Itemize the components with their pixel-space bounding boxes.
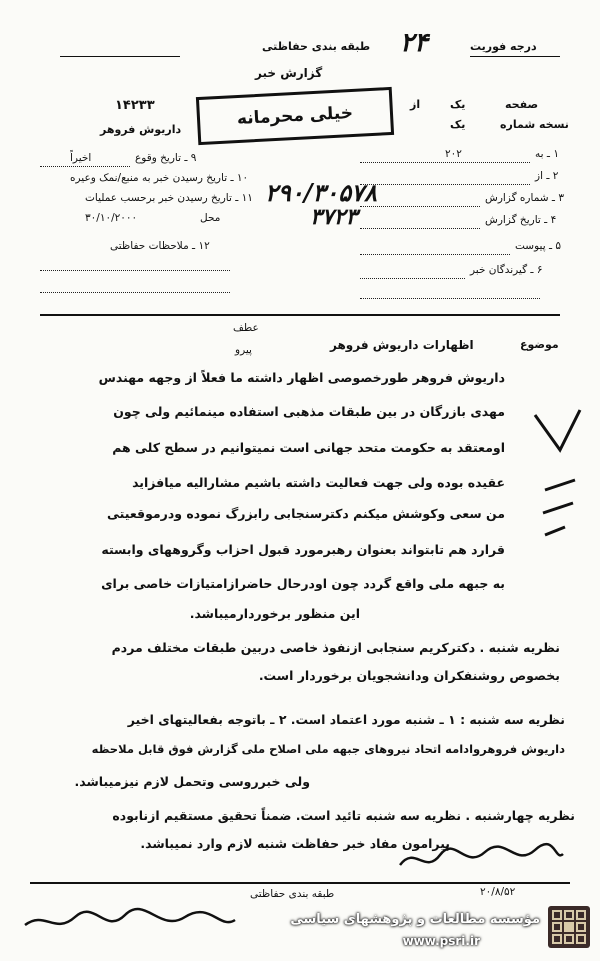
- field-left-place-value: ۳۰/۱۰/۲۰۰۰: [85, 212, 138, 224]
- body-line: قرارد هم تابتواند بعنوان رهبرمورد قبول احزاب وگروههای وابسته: [101, 542, 505, 557]
- confidential-stamp: [196, 87, 394, 145]
- field-right-4-label: ۴ ـ تاریخ گزارش: [485, 214, 557, 226]
- atf-label: عطف: [233, 322, 259, 334]
- margin-annotation-icon: [525, 395, 590, 545]
- footer-divider: [30, 882, 570, 884]
- watermark-org: مؤسسه مطالعات و پژوهشهای سیاسی: [290, 912, 540, 927]
- dots-right-7: [360, 298, 540, 299]
- body-line: من سعی وکوشش میکنم دکترسنجابی رابزرگ نموده ودرموقعیتی: [107, 506, 505, 521]
- body-line: داریوش فروهر طورخصوصی اظهار داشته ما فعلاً از وجهه مهندس: [98, 370, 505, 385]
- body-line: به جبهه ملی واقع گردد چون اودرحال حاضرازامتیازات خاصی برای: [101, 576, 505, 591]
- handwritten-number-2: ۳۷۲۳: [310, 204, 358, 230]
- classification-label: طبقه بندی حفاظتی: [262, 40, 371, 53]
- subject-label: موضوع: [520, 338, 559, 351]
- handwritten-mark-top: ۲۴: [400, 28, 428, 58]
- subject-value: اظهارات داریوش فروهر: [330, 338, 474, 352]
- opinion-line: پیرامون مفاد خبر حفاظت شنبه لازم وارد نمیباشد.: [140, 836, 450, 851]
- signature-icon: [395, 840, 565, 880]
- header-rule-right: [470, 56, 560, 57]
- dots-left-9: [40, 166, 130, 167]
- field-left-9-value: اخیراً: [70, 152, 92, 164]
- stamp-text: خیلی محرمانه: [236, 102, 354, 130]
- peyro-label: پیرو: [235, 344, 252, 356]
- top-number: ۱۴۲۳۳: [115, 98, 155, 113]
- field-right-1-value: ۲۰۲: [445, 148, 462, 160]
- dots-right-5: [360, 254, 510, 255]
- dots-right-3: [360, 206, 480, 207]
- body-line: عقیده بوده ولی جهت فعالیت داشته باشیم مشارالیه میافزاید: [132, 475, 505, 490]
- header-rule-left: [60, 56, 180, 57]
- dots-right-2: [360, 184, 530, 185]
- field-left-10-label: ۱۰ ـ تاریخ رسیدن خبر به منبع/نمک وعیره: [70, 172, 249, 184]
- body-line: مهدی بازرگان در بین طبقات مذهبی استفاده مینمائیم ولی چون: [113, 404, 505, 419]
- subject-short: داریوش فروهر: [100, 123, 182, 136]
- page-value: یک: [450, 98, 466, 111]
- opinion-line: نظریه شنبه . دکترکریم سنجابی ازنفوذ خاصی دربین طبقات مختلف مردم: [111, 640, 560, 655]
- report-title: گزارش خبر: [255, 66, 323, 80]
- dots-left-a: [40, 270, 230, 271]
- page-label: صفحه: [505, 98, 539, 111]
- body-line: اومعتقد به حکومت متحد جهانی است نمیتوانیم در سطح کلی هم: [112, 440, 505, 455]
- copy-label: نسخه شماره: [500, 118, 569, 131]
- section-divider: [40, 314, 560, 316]
- field-left-11-label: ۱۱ ـ تاریخ رسیدن خبر برحسب عملیات: [85, 192, 253, 204]
- from-label: از: [410, 98, 421, 111]
- opinion-line: نظریه سه شنبه : ۱ ـ شنبه مورد اعتماد است. ۲ ـ باتوجه بفعالیتهای اخیر: [127, 712, 565, 727]
- field-right-5-label: ۵ ـ پیوست: [515, 240, 562, 252]
- field-right-3-label: ۳ ـ شماره گزارش: [485, 192, 564, 204]
- field-left-place-label: محل: [200, 212, 221, 224]
- dots-right-6: [360, 278, 465, 279]
- field-left-9-label: ۹ ـ تاریخ وقوع: [135, 152, 197, 164]
- dots-right-4: [360, 228, 480, 229]
- field-right-6-label: ۶ ـ گیرندگان خبر: [470, 264, 543, 276]
- handwritten-number-1: ۲۹۰/۳۰۵۷۸: [265, 178, 377, 207]
- watermark-url[interactable]: www.psri.ir: [402, 934, 480, 948]
- psri-logo-icon: [548, 906, 590, 948]
- opinion-line: نظریه چهارشنبه . نظریه سه شنبه تائید است. ضمناً تحقیق مستقیم ازنابوده: [112, 808, 575, 823]
- dots-left-b: [40, 292, 230, 293]
- body-line: این منظور برخوردارمیباشد.: [189, 606, 360, 621]
- dots-right-1: [360, 162, 530, 163]
- watermark-band: [250, 910, 540, 952]
- opinion-line: داریوش فروهروادامه اتحاد نیروهای جبهه ملی اصلاح ملی گزارش فوق قابل ملاحظه: [91, 742, 565, 756]
- field-right-1-label: ۱ ـ به: [535, 148, 559, 160]
- footer-date-stamp: ۲۰/۸/۵۲: [480, 886, 516, 898]
- signature-icon: [20, 905, 240, 945]
- footer-classification-label: طبقه بندی حفاظتی: [250, 888, 335, 900]
- copy-value: یک: [450, 118, 466, 131]
- priority-label: درجه فوریت: [470, 40, 537, 53]
- field-right-2-label: ۲ ـ از: [535, 170, 559, 182]
- opinion-line: ولی خبرروسی وتحمل لازم نیزمیباشد.: [74, 774, 310, 789]
- opinion-line: بخصوص روشنفکران ودانشجویان برخوردار است.: [258, 668, 560, 683]
- field-left-12-label: ۱۲ ـ ملاحظات حفاظتی: [110, 240, 210, 252]
